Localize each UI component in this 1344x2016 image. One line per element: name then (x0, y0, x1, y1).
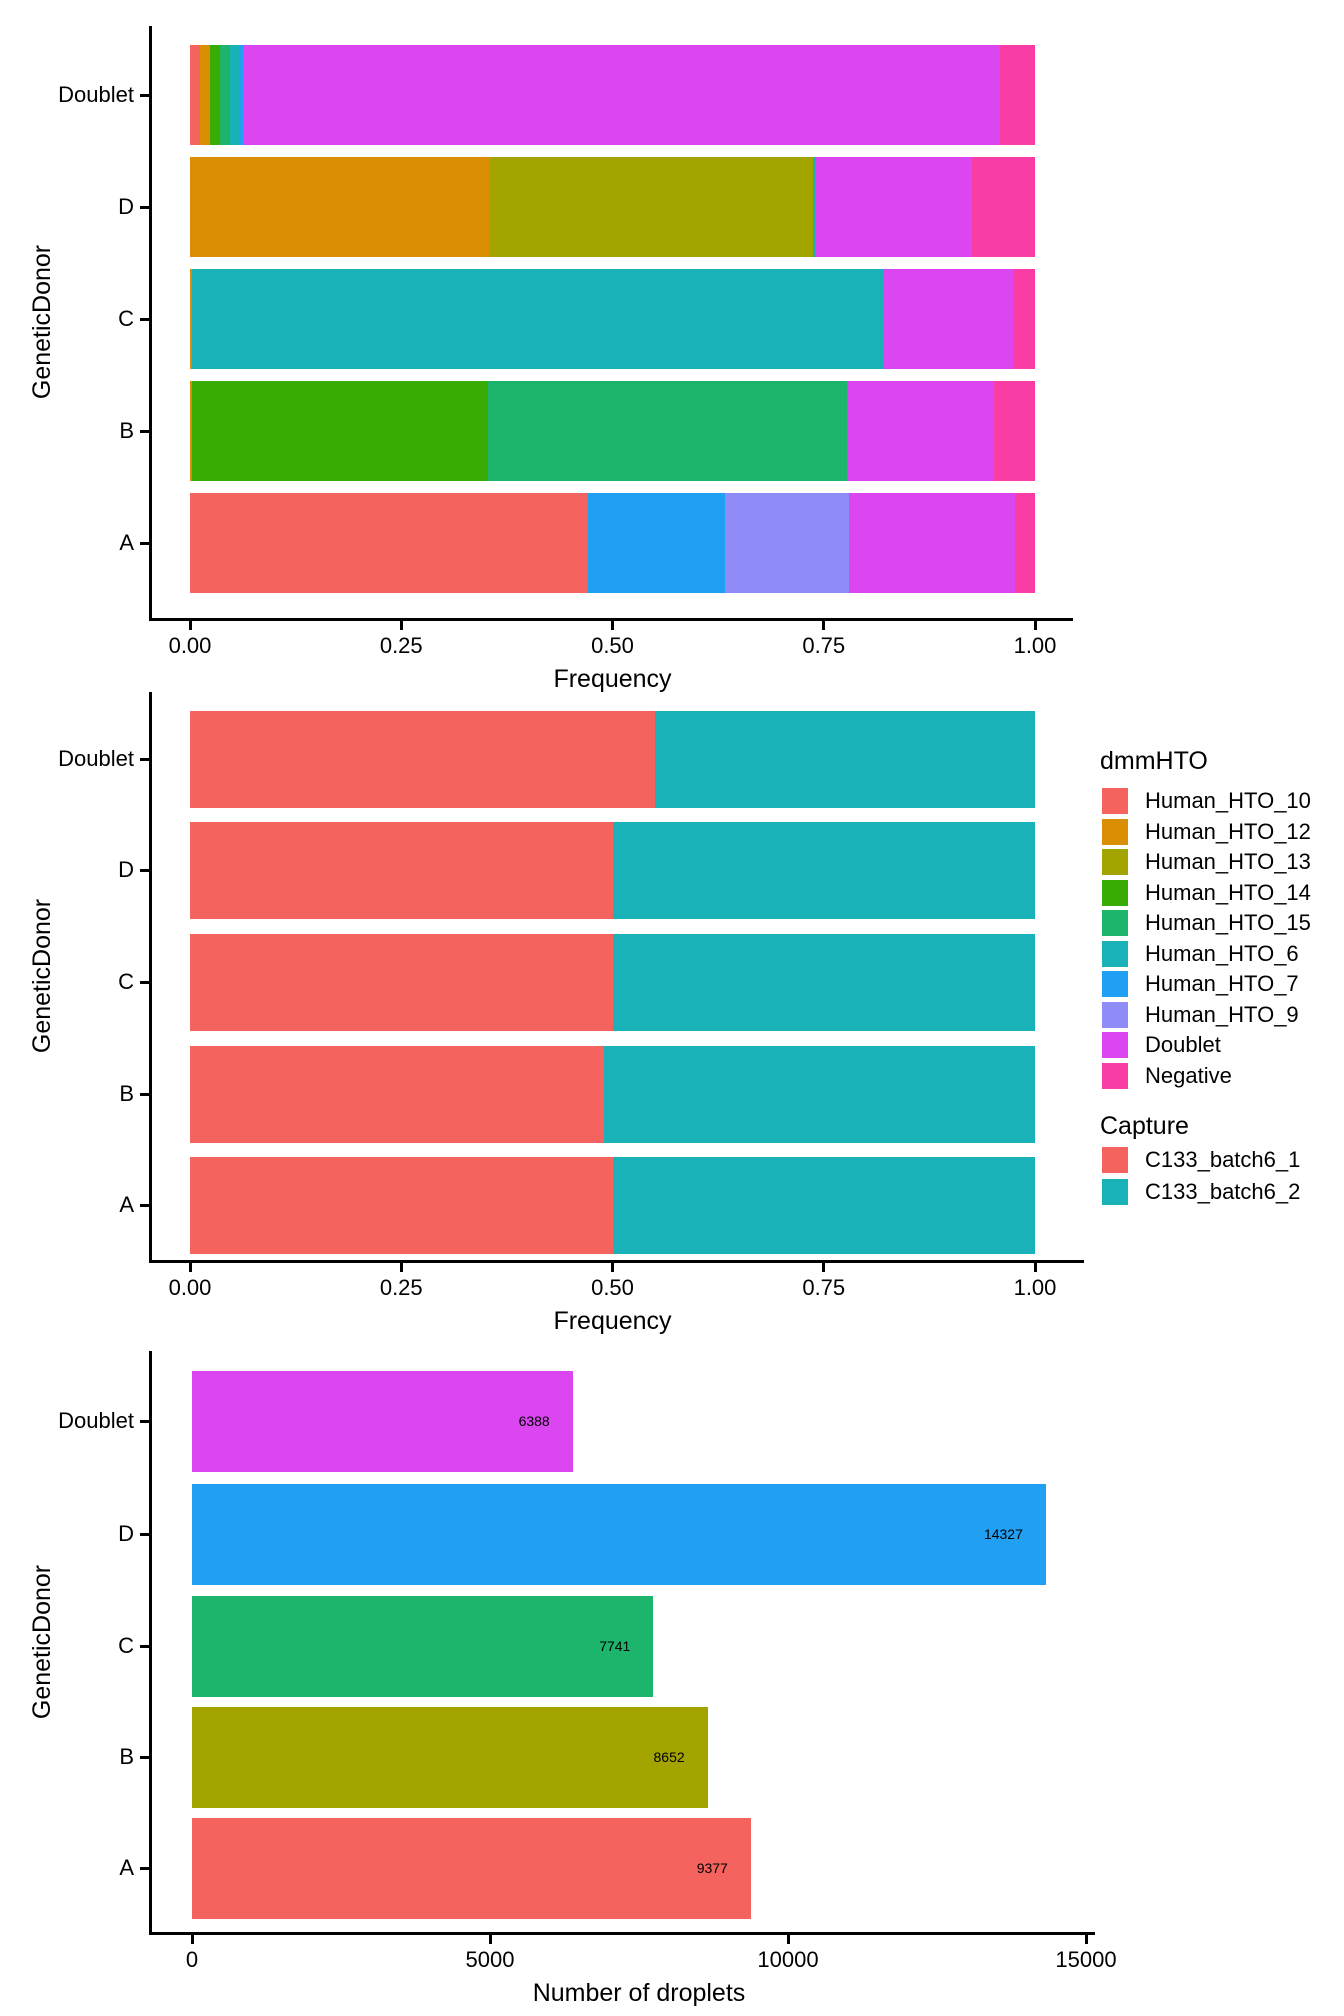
bar-segment-Human_HTO_12 (190, 157, 490, 257)
y-tick-label: C (118, 306, 134, 331)
bar-segment-Human_HTO_10 (190, 493, 588, 593)
x-tick-label: 0.50 (591, 1275, 634, 1300)
y-tick (140, 758, 149, 761)
y-tick (140, 94, 149, 97)
x-tick-label: 0.00 (168, 633, 212, 658)
x-tick (822, 621, 825, 630)
bar-row-c (190, 934, 1035, 1031)
legend-swatch-Human_HTO_6 (1102, 941, 1128, 967)
bar-segment-Human_HTO_10 (190, 45, 200, 145)
legend-label-Human_HTO_10: Human_HTO_10 (1145, 788, 1311, 813)
x-tick (400, 1263, 403, 1272)
bar-segment-Human_HTO_12 (200, 45, 210, 145)
bar-segment-Doublet (243, 45, 1000, 145)
bar-segment-Human_HTO_14 (210, 45, 220, 145)
bar-row-b (190, 1046, 1035, 1143)
bar-segment-Negative (1000, 45, 1035, 145)
bar-value-label: 6388 (518, 1413, 550, 1429)
y-axis-line (149, 1351, 152, 1935)
legend-swatch-Human_HTO_14 (1102, 880, 1128, 906)
x-tick-label: 0 (185, 1947, 199, 1972)
legend-label-C133_batch6_2: C133_batch6_2 (1145, 1179, 1301, 1204)
y-tick (140, 1645, 149, 1648)
x-tick-label: 0.75 (802, 1275, 846, 1300)
x-axis-line (149, 1260, 1084, 1263)
x-tick (822, 1263, 825, 1272)
bar-row-a (190, 493, 1035, 593)
y-tick (140, 1093, 149, 1096)
bar-segment-C133_batch6_1 (190, 1046, 604, 1143)
bar-row-a (192, 1818, 751, 1919)
legend-swatch-Human_HTO_15 (1102, 910, 1128, 936)
bar-segment-Human_HTO_6 (230, 45, 239, 145)
bar-row-c (192, 1596, 653, 1697)
x-tick-label: 15000 (1055, 1947, 1117, 1972)
legend-label-Human_HTO_15: Human_HTO_15 (1145, 910, 1311, 935)
bar-segment-Negative (1014, 269, 1035, 369)
x-axis-title: Frequency (553, 665, 672, 693)
y-tick (140, 206, 149, 209)
y-axis-line (149, 692, 152, 1263)
bar-segment-Human_HTO_13 (490, 157, 813, 257)
bar-row-doublet (190, 45, 1035, 145)
bar-value-label: 8652 (653, 1749, 685, 1765)
bar-segment-Negative (994, 381, 1035, 481)
legend-label-Human_HTO_9: Human_HTO_9 (1145, 1001, 1299, 1027)
x-tick (1034, 1263, 1037, 1272)
y-tick-label: B (119, 1744, 134, 1769)
y-tick (140, 430, 149, 433)
bar-segment-C133_batch6_1 (190, 1157, 613, 1254)
y-tick-label: B (119, 418, 134, 443)
y-axis-title: GeneticDonor (28, 244, 56, 400)
x-axis-title: Number of droplets (532, 1979, 746, 2007)
bar-segment-C133_batch6_1 (190, 934, 613, 1031)
bar-row-d (192, 1484, 1046, 1585)
y-tick-label: D (118, 194, 134, 219)
legend-label-Human_HTO_7: Human_HTO_7 (1145, 971, 1299, 996)
bar-segment-Human_HTO_15 (488, 381, 846, 481)
x-tick-label: 1.00 (1013, 633, 1057, 658)
y-axis-title: GeneticDonor (28, 898, 56, 1054)
bar-value-label: 7741 (599, 1638, 631, 1654)
legend-title-dmmhto: dmmHTO (1100, 747, 1208, 775)
y-axis-line (149, 26, 152, 621)
legend-swatch-C133_batch6_2 (1102, 1179, 1128, 1205)
chart-capture-frequency (0, 672, 1344, 1344)
y-tick (140, 318, 149, 321)
y-tick-label: B (119, 1081, 134, 1106)
x-tick-label: 0.25 (379, 633, 423, 658)
bar-segment-Human_HTO_14 (192, 381, 489, 481)
x-tick (611, 621, 614, 630)
bar-segment-Negative (1015, 493, 1035, 593)
x-tick (611, 1263, 614, 1272)
legend-title-capture: Capture (1100, 1112, 1189, 1140)
bar-row-c (190, 269, 1035, 369)
bar-segment-C133_batch6_2 (613, 822, 1036, 919)
x-axis-line (149, 1932, 1095, 1935)
x-tick (1085, 1935, 1088, 1944)
x-tick (400, 621, 403, 630)
x-tick (189, 621, 192, 630)
x-tick-label: 10000 (757, 1947, 819, 1972)
bar-segment-Human_HTO_9 (725, 493, 849, 593)
bar-row-d (190, 822, 1035, 919)
x-tick-label: 5000 (465, 1947, 515, 1972)
legend-swatch-Negative (1102, 1063, 1128, 1089)
y-tick (140, 1756, 149, 1759)
x-tick (191, 1935, 194, 1944)
bar-value-label: 9377 (696, 1860, 728, 1876)
bar-segment-C133_batch6_2 (613, 1157, 1036, 1254)
chart-hto-frequency (0, 0, 1344, 693)
legend-label-Human_HTO_6: Human_HTO_6 (1145, 940, 1299, 966)
bar-segment-Doublet (849, 493, 1015, 593)
x-tick (489, 1935, 492, 1944)
legend-swatch-Human_HTO_10 (1102, 788, 1128, 814)
legend-label-Negative: Negative (1145, 1062, 1232, 1088)
x-tick-label: 0.25 (379, 1275, 423, 1300)
legend-label-Human_HTO_13: Human_HTO_13 (1145, 849, 1311, 874)
bar-row-b (192, 1707, 708, 1808)
bar-segment-Human_HTO_15 (220, 45, 229, 145)
bar-segment-Negative (972, 157, 1035, 257)
y-tick-label: C (118, 1633, 134, 1658)
bar-row-doublet (192, 1371, 573, 1472)
bar-row-d (190, 157, 1035, 257)
y-tick (140, 1204, 149, 1207)
y-tick-label: A (119, 1855, 134, 1880)
y-axis-title: GeneticDonor (28, 1564, 56, 1719)
x-tick-label: 1.00 (1013, 1275, 1057, 1300)
bar-segment-C133_batch6_1 (190, 822, 613, 919)
bar-segment-C133_batch6_2 (604, 1046, 1035, 1143)
bar-value-label: 14327 (983, 1526, 1023, 1542)
legend-swatch-Human_HTO_12 (1102, 819, 1128, 845)
bar-row-a (190, 1157, 1035, 1254)
y-tick-label: Doublet (58, 1408, 134, 1433)
legend-label-Doublet: Doublet (1145, 1032, 1221, 1057)
bar-segment-Human_HTO_7 (588, 493, 725, 593)
y-tick (140, 1867, 149, 1870)
legend-swatch-Human_HTO_13 (1102, 849, 1128, 875)
y-tick (140, 542, 149, 545)
bar-row-b (190, 381, 1035, 481)
y-tick-label: C (118, 969, 134, 994)
y-tick (140, 1533, 149, 1536)
y-tick (140, 981, 149, 984)
x-tick (189, 1263, 192, 1272)
y-tick-label: Doublet (58, 746, 134, 771)
x-tick-label: 0.50 (591, 633, 634, 658)
bar-segment-C133_batch6_2 (655, 711, 1035, 808)
bar-segment-Doublet (815, 157, 972, 257)
bar-segment-Human_HTO_6 (192, 269, 884, 369)
y-tick (140, 869, 149, 872)
legend-label-Human_HTO_12: Human_HTO_12 (1145, 818, 1311, 844)
y-tick-label: D (118, 1521, 134, 1546)
x-tick (787, 1935, 790, 1944)
y-tick-label: A (119, 530, 134, 555)
x-tick-label: 0.75 (802, 633, 846, 658)
x-tick-label: 0.00 (168, 1275, 212, 1300)
bar-segment-Doublet (884, 269, 1014, 369)
y-tick-label: Doublet (58, 82, 134, 107)
bar-segment-Doublet (847, 381, 994, 481)
legend-swatch-Human_HTO_7 (1102, 971, 1128, 997)
bar-segment-C133_batch6_2 (613, 934, 1036, 1031)
y-tick-label: A (119, 1192, 134, 1217)
y-tick-label: D (118, 857, 134, 882)
x-axis-title: Frequency (553, 1307, 672, 1335)
legend-swatch-C133_batch6_1 (1102, 1147, 1128, 1173)
y-tick (140, 1420, 149, 1423)
chart-droplet-counts (0, 1344, 1344, 2016)
legend-label-C133_batch6_1: C133_batch6_1 (1145, 1147, 1301, 1172)
bar-row-doublet (190, 711, 1035, 808)
legend-label-Human_HTO_14: Human_HTO_14 (1145, 879, 1311, 905)
bar-segment-C133_batch6_1 (190, 711, 655, 808)
legend-swatch-Doublet (1102, 1032, 1128, 1058)
legend-swatch-Human_HTO_9 (1102, 1002, 1128, 1028)
x-tick (1034, 621, 1037, 630)
